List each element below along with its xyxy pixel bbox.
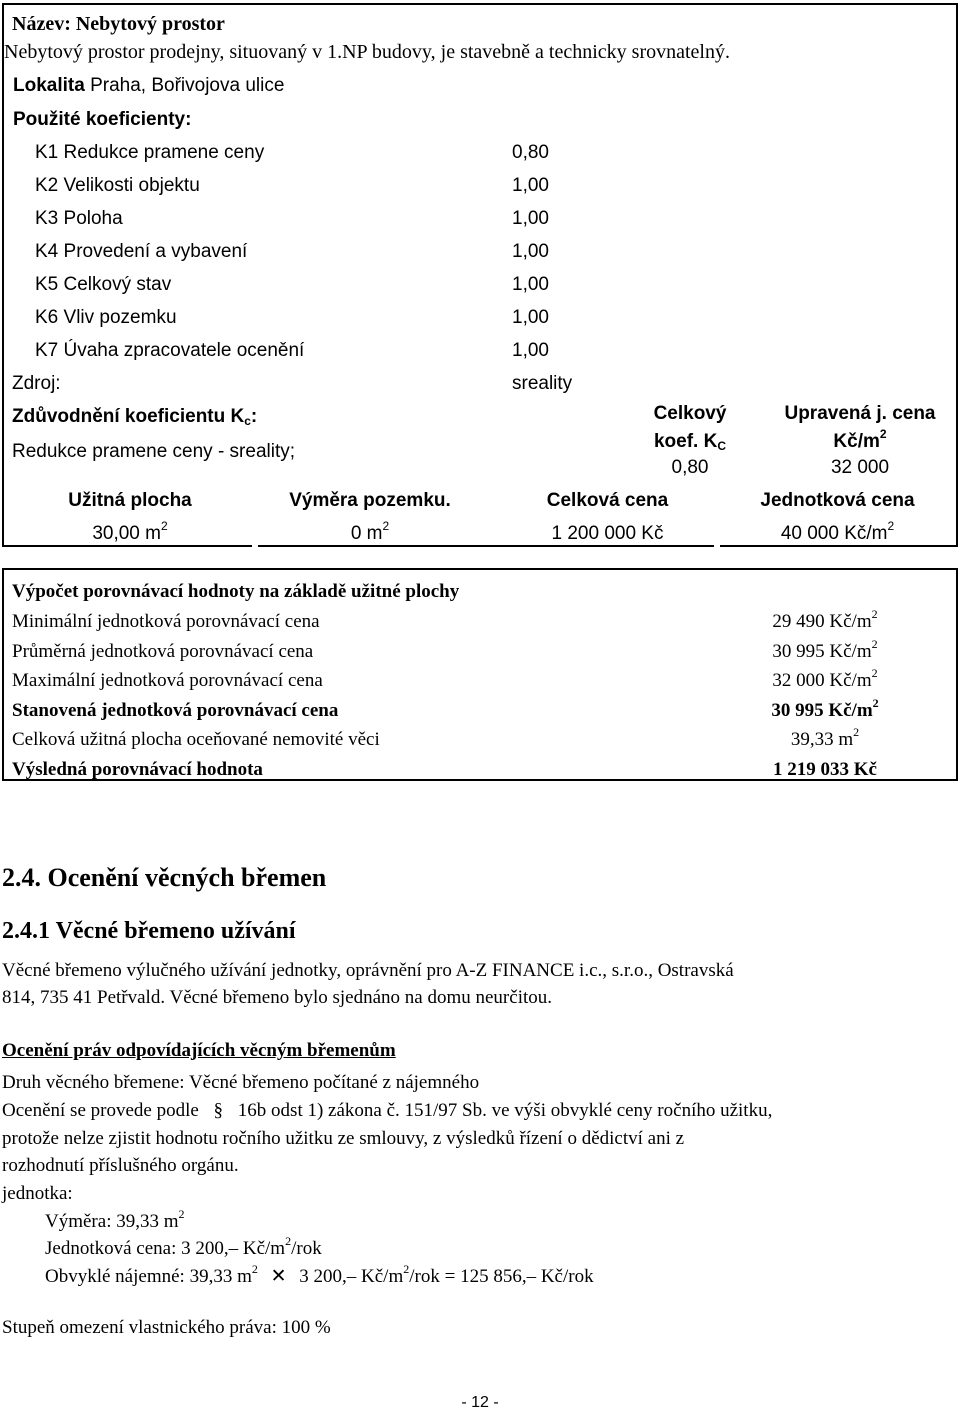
coefficient-value: 1,00 [512,340,549,361]
coefficient-label: K4 Provedení a vybavení [35,241,248,262]
calc-row-value: 29 490 $Kč/m^2$ [772,607,878,632]
coefficient-label: K1 Redukce pramene ceny [35,142,265,163]
block-bottom-line-1 [2,545,252,547]
header-box-top [2,3,958,5]
header-description: Nebytový prostor prodejny, situovaný v 1.NP budovy, je stavebně a technicky srovnatelný. [4,41,730,63]
block-left-border [2,64,4,546]
calc-row-label: Výsledná porovnávací hodnota [12,758,263,780]
section-sign-icon: § [213,1100,224,1121]
rights-law-line-1: Ocenění se provede podle § 16b odst 1) zákona č. 151/97 Sb. ve výši obvyklé ceny ročního užitku, [2,1100,773,1121]
locality-label: Lokalita [13,75,85,96]
coefficient-value: 1,00 [512,208,549,229]
calc-row-label: Průměrná jednotková porovnávací cena [12,640,314,662]
section-2-4-1-para-line-1: Věcné břemeno výlučného užívání jednotky, oprávnění pro A-Z FINANCE i.c., s.r.o., Ostravská [2,960,734,981]
summary-value-total-price: 1 200 000 Kč [551,523,664,544]
calc-row-value: 1 219 033 Kč [773,758,877,780]
rights-heading: Ocenění práv odpovídajících věcným břemenům [2,1040,396,1061]
source-value: sreality [512,373,573,394]
multiply-icon: ✕ [270,1266,287,1287]
coefficient-value: 0,80 [512,142,549,163]
summary-header-total-price: Celková cena [546,490,669,511]
summary-header-land-area: Výměra pozemku. [289,490,451,511]
locality-value: Praha, Bořivojova ulice [90,75,285,96]
coefficients-heading: Použité koeficienty: [13,109,192,130]
calc-row-value: 39,33 $m^2$ [790,725,860,750]
section-2-4-1-para-line-2: 814, 735 41 Petřvald. Věcné břemeno bylo sjednáno na domu neurčitou. [2,987,552,1008]
summary-value-usable-area: 30,00 $m^2$ [92,519,168,544]
block-bottom-line-2 [258,545,714,547]
total-coef-label-2: koef. $K_C$ [653,431,727,453]
block-bottom-line-3 [720,545,958,547]
calc-row-label: Minimální jednotková porovnávací cena [12,611,320,632]
unit-price: Jednotková cena: 3 200,– $Kč/m^2$/rok [45,1234,322,1259]
summary-header-usable-area: Užitná plocha [68,490,192,511]
rights-law-line-3: rozhodnutí příslušného orgánu. [2,1155,239,1176]
adjusted-price-label-1: Upravená j. cena [784,403,936,424]
calc-row-value: 32 000 $Kč/m^2$ [772,666,878,691]
calc-box-right [956,568,958,781]
summary-value-unit-price: 40 000 $Kč/m^2$ [780,519,895,544]
coefficient-label: K6 Vliv pozemku [35,307,177,328]
coefficient-label: K5 Celkový stav [35,274,172,295]
calc-row-value: 30 995 $Kč/m^2$ [772,636,878,662]
coefficient-value: 1,00 [512,274,549,295]
calc-row-label: Celková užitná plocha oceňované nemovité věci [12,729,380,750]
source-label: Zdroj: [12,373,61,394]
calc-row-label: Maximální jednotková porovnávací cena [12,670,323,691]
calc-row-value: 30 995 $Kč/m^2$ [771,695,879,721]
page-number: - 12 - [461,1394,499,1411]
restriction-degree: Stupeň omezení vlastnického práva: 100 % [2,1317,331,1338]
coefficient-label: K7 Úvaha zpracovatele ocenění [35,340,305,361]
locality-line [13,76,284,95]
coefficient-value: 1,00 [512,241,549,262]
usual-rent: Obvyklé nájemné: 39,33 $m^2$ ✕ 3 200,– $Kč/m^2$/rok = 125 856,– Kč/rok [45,1262,594,1287]
header-title: Název: Nebytový prostor [12,13,225,35]
rights-law-line-2: protože nelze zjistit hodnotu ročního užitku ze smlouvy, z výsledků řízení o dědictví ani z [2,1128,685,1149]
block-right-border [956,64,958,546]
unit-label: jednotka: [2,1183,73,1204]
total-coef-value: 0,80 [671,457,709,478]
adjusted-price-label-2: $Kč/m^2$ [833,427,887,452]
coefficient-value: 1,00 [512,175,549,196]
header-box-right [956,3,958,65]
adjusted-price-value: 32 000 [830,457,890,478]
section-2-4-title: 2.4. Ocenění věcných břemen [2,863,327,892]
justification-text: Redukce pramene ceny - sreality; [12,441,296,462]
unit-area: Výměra: 39,33 $m^2$ [45,1207,185,1232]
calc-heading: Výpočet porovnávací hodnoty na základě užitné plochy [12,581,460,602]
calc-box-top [2,568,958,570]
section-2-4-1-title: 2.4.1 Věcné břemeno užívání [2,918,296,944]
justification-heading: Zdůvodnění koeficientu $K_c$: [12,406,258,428]
calc-row-label: Stanovená jednotková porovnávací cena [12,699,339,721]
coefficient-value: 1,00 [512,307,549,328]
summary-value-land-area: 0 $m^2$ [350,519,390,544]
coefficient-label: K2 Velikosti objektu [35,175,200,196]
summary-header-unit-price: Jednotková cena [760,490,915,511]
total-coef-label-1: Celkový [653,403,727,424]
calc-box-left [2,568,4,781]
rights-type-line: Druh věcného břemene: Věcné břemeno počítané z nájemného [2,1072,480,1093]
coefficient-label: K3 Poloha [35,208,123,229]
